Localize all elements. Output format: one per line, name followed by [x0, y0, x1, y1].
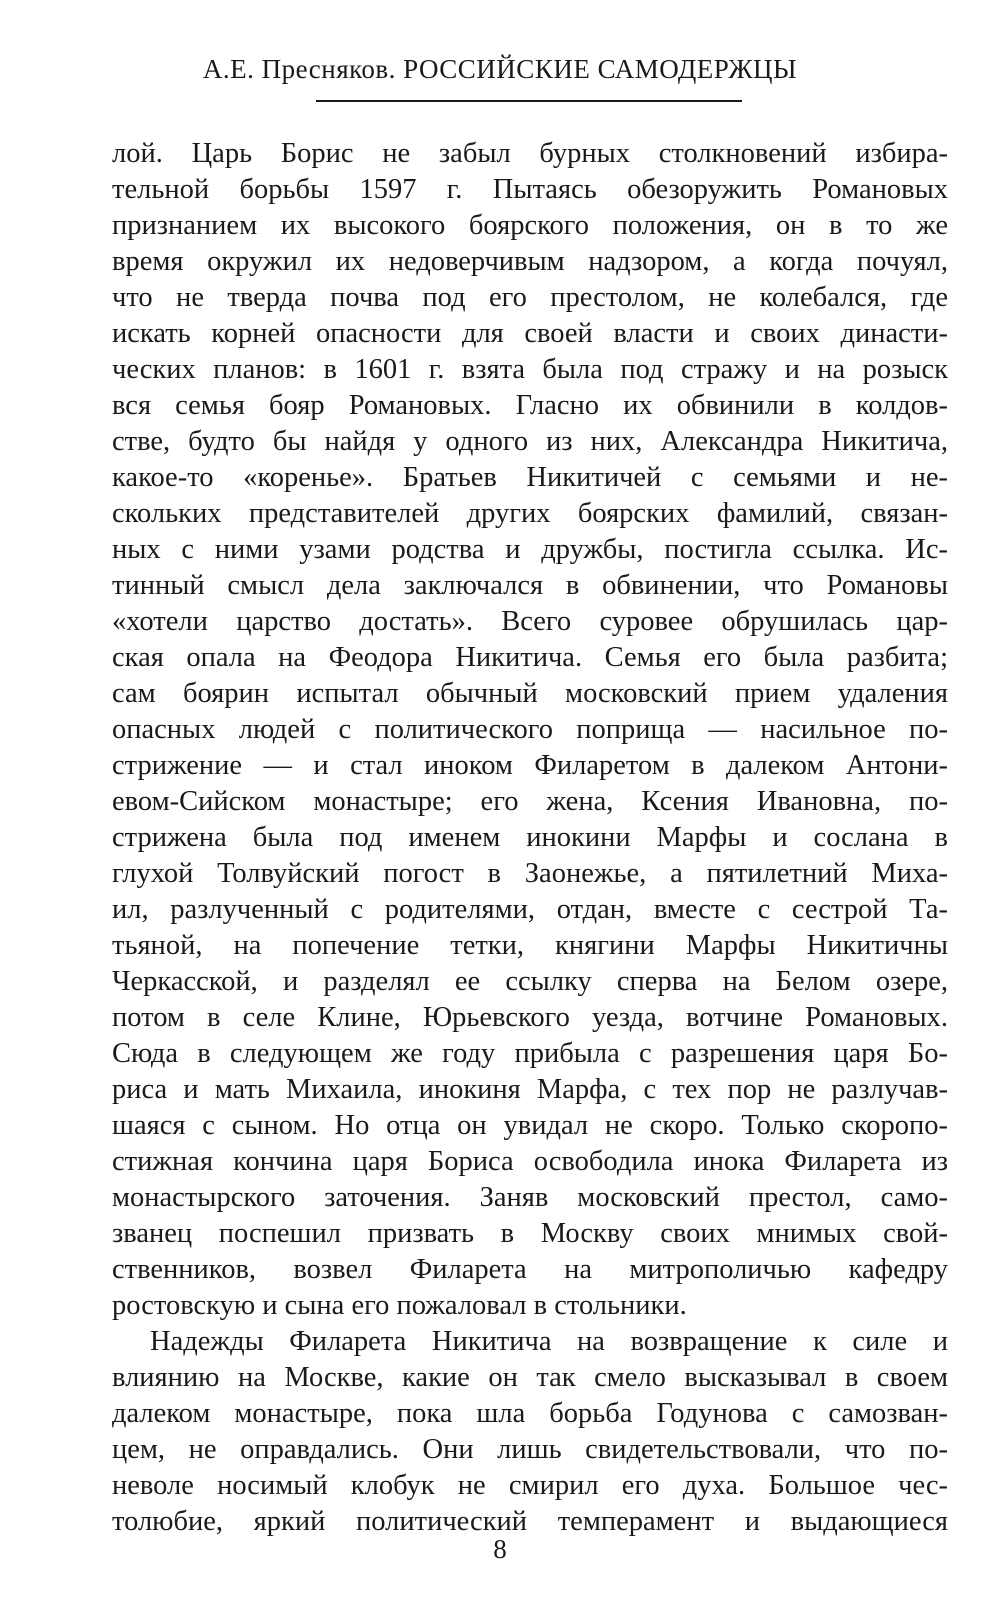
text-line: что не тверда почва под его престолом, не колебался, где [112, 282, 948, 313]
text-line: влиянию на Москве, какие он так смело высказывал в своем [112, 1362, 948, 1393]
text-line: ческих планов: в 1601 г. взята была под стражу и на розыск [112, 354, 948, 385]
text-line: потом в селе Клине, Юрьевского уезда, вотчине Романовых. [112, 1002, 948, 1033]
text-line: монастырского заточения. Заняв московский престол, само- [112, 1182, 948, 1213]
text-line: лой. Царь Борис не забыл бурных столкновений избира- [112, 138, 948, 169]
text-line: глухой Толвуйский погост в Заонежье, а пятилетний Миха- [112, 858, 948, 889]
text-line: толюбие, яркий политический темперамент и выдающиеся [112, 1506, 948, 1537]
text-line: ростовскую и сына его пожаловал в стольники. [112, 1290, 687, 1321]
text-line: скольких представителей других боярских фамилий, связан- [112, 498, 948, 529]
text-line: Сюда в следующем же году прибыла с разрешения царя Бо- [112, 1038, 948, 1069]
text-line: тьяной, на попечение тетки, княгини Марфы Никитичны [112, 930, 948, 961]
text-line: стрижение — и стал иноком Филаретом в далеком Антони- [112, 750, 948, 781]
text-line: ственников, возвел Филарета на митрополичью кафедру [112, 1254, 948, 1285]
text-line: какое-то «коренье». Братьев Никитичей с семьями и не- [112, 462, 948, 493]
text-line: «хотели царство достать». Всего суровее обрушилась цар- [112, 606, 948, 637]
text-line: званец поспешил призвать в Москву своих мнимых свой- [112, 1218, 948, 1249]
text-line: шаяся с сыном. Но отца он увидал не скоро. Только скоропо- [112, 1110, 948, 1141]
text-line: Черкасской, и разделял ее ссылку сперва на Белом озере, [112, 966, 948, 997]
text-line: ил, разлученный с родителями, отдан, вместе с сестрой Та- [112, 894, 948, 925]
text-line: евом-Сийском монастыре; его жена, Ксения Ивановна, по- [112, 786, 948, 817]
header-rule [316, 100, 742, 102]
text-line: тельной борьбы 1597 г. Пытаясь обезоружить Романовых [112, 174, 948, 205]
text-line: признанием их высокого боярского положения, он в то же [112, 210, 948, 241]
text-line: далеком монастыре, пока шла борьба Годунова с самозван- [112, 1398, 948, 1429]
text-line: стве, будто бы найдя у одного из них, Александра Никитича, [112, 426, 948, 457]
running-head: А.Е. Пресняков. РОССИЙСКИЕ САМОДЕРЖЦЫ [202, 54, 798, 84]
text-line: время окружил их недоверчивым надзором, а когда почуял, [112, 246, 948, 277]
paragraph-first-line: Надежды Филарета Никитича на возвращение к силе и [150, 1326, 948, 1357]
text-line: опасных людей с политического поприща — насильное по- [112, 714, 948, 745]
text-line: тинный смысл дела заключался в обвинении, что Романовы [112, 570, 948, 601]
text-line: стижная кончина царя Бориса освободила инока Филарета из [112, 1146, 948, 1177]
text-line: ных с ними узами родства и дружбы, постигла ссылка. Ис- [112, 534, 948, 565]
page-number: 8 [493, 1534, 507, 1564]
page-body [112, 136, 948, 1540]
text-line: ская опала на Феодора Никитича. Семья его была разбита; [112, 642, 948, 673]
text-line: стрижена была под именем инокини Марфы и сослана в [112, 822, 948, 853]
text-line: искать корней опасности для своей власти и своих династи- [112, 318, 948, 349]
text-line: цем, не оправдались. Они лишь свидетельствовали, что по- [112, 1434, 948, 1465]
text-line: сам боярин испытал обычный московский прием удаления [112, 678, 948, 709]
text-line: вся семья бояр Романовых. Гласно их обвинили в колдов- [112, 390, 948, 421]
text-line: риса и мать Михаила, инокиня Марфа, с тех пор не разлучав- [112, 1074, 948, 1105]
text-line: неволе носимый клобук не смирил его духа. Большое чес- [112, 1470, 948, 1501]
